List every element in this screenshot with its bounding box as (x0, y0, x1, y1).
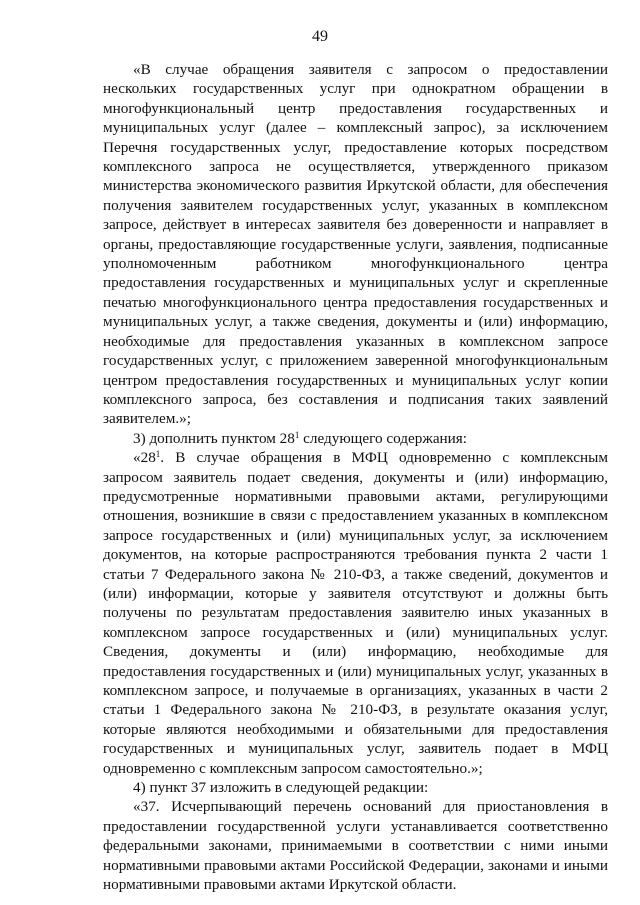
paragraph-point-28-1-text: . В случае обращения в МФЦ одновременно с комплексным запросом заявитель подает сведения, документы и (или) информацию, предусмотренные нормативными правовыми актами, регулирующими отношения, возникшие в связи с предоставлением указанных в комплексном запросе государственных и (или) муниципальных услуг, за исключением документов, на которые распространяются требования пункта 2 части 1 статьи 7 Федерального закона № 210-ФЗ, а также сведений, документов и (или) информации, которые у заявителя отсутствуют и должны быть получены по результатам предоставления заявителю иных указанных в комплексном запросе государственных и (или) муниципальных услуг. Сведения, документы и (или) информацию, необходимые для предоставления государственных и (или) муниципальных услуг, указанных в комплексном запросе, и получаемые в организациях, указанных в части 2 статьи 1 Федерального закона № 210-ФЗ, в результате оказания услуг, которые являются необходимыми и обязательными для предоставления государственных и муниципальных услуг, заявитель подает в МФЦ одновременно с комплексным запросом самостоятельно.»; (103, 449, 608, 777)
paragraph-mfc-complex-request: «В случае обращения заявителя с запросом о предоставлении нескольких государственных услуг при однократном обращении в многофункциональный центр предоставления государственных и муниципальных услуг (далее – комплексный запрос), за исключением Перечня государственных услуг, предоставление которых посредством комплексного запроса не осуществляется, утвержденного приказом министерства экономического развития Иркутской области, для обеспечения получения заявителем государственных услуг, указанных в комплексном запросе, действует в интересах заявителя без доверенности и направляет в органы, предоставляющие государственные услуги, заявления, подписанные уполномоченным работником многофункционального центра предоставления государственных и муниципальных услуг и скрепленные печатью многофункционального центра предоставления государственных и муниципальных услуг, а также сведения, документы и (или) информацию, необходимые для предоставления указанных в комплексном запросе государственных услуг, с приложением заверенной многофункциональным центром предоставления государственных и муниципальных услуг копии комплексного запроса, без составления и подписания таких заявлений заявителем.»; (103, 61, 608, 428)
superscript-1: 1 (155, 449, 161, 460)
paragraph-item-3-text-end: следующего содержания: (299, 429, 468, 447)
paragraph-point-37: «37. Исчерпывающий перечень оснований для приостановления в предоставлении государственной услуги устанавливается соответственно федеральными законами, принимаемыми в соответствии с ними иными нормативными правовыми актами Российской Федерации, законами и иными нормативными правовыми актами Иркутской области. (103, 798, 608, 894)
paragraph-item-4: 4) пункт 37 изложить в следующей редакции: (133, 779, 429, 797)
page-number: 49 (312, 28, 328, 45)
paragraph-item-3 (103, 429, 608, 448)
paragraph-point-28-1-number: «28 (133, 449, 156, 467)
paragraph-point-28-1 (103, 448, 608, 778)
superscript-1: 1 (294, 429, 300, 440)
document-body (103, 60, 608, 894)
paragraph-item-3-text: 3) дополнить пунктом 28 (133, 429, 295, 447)
